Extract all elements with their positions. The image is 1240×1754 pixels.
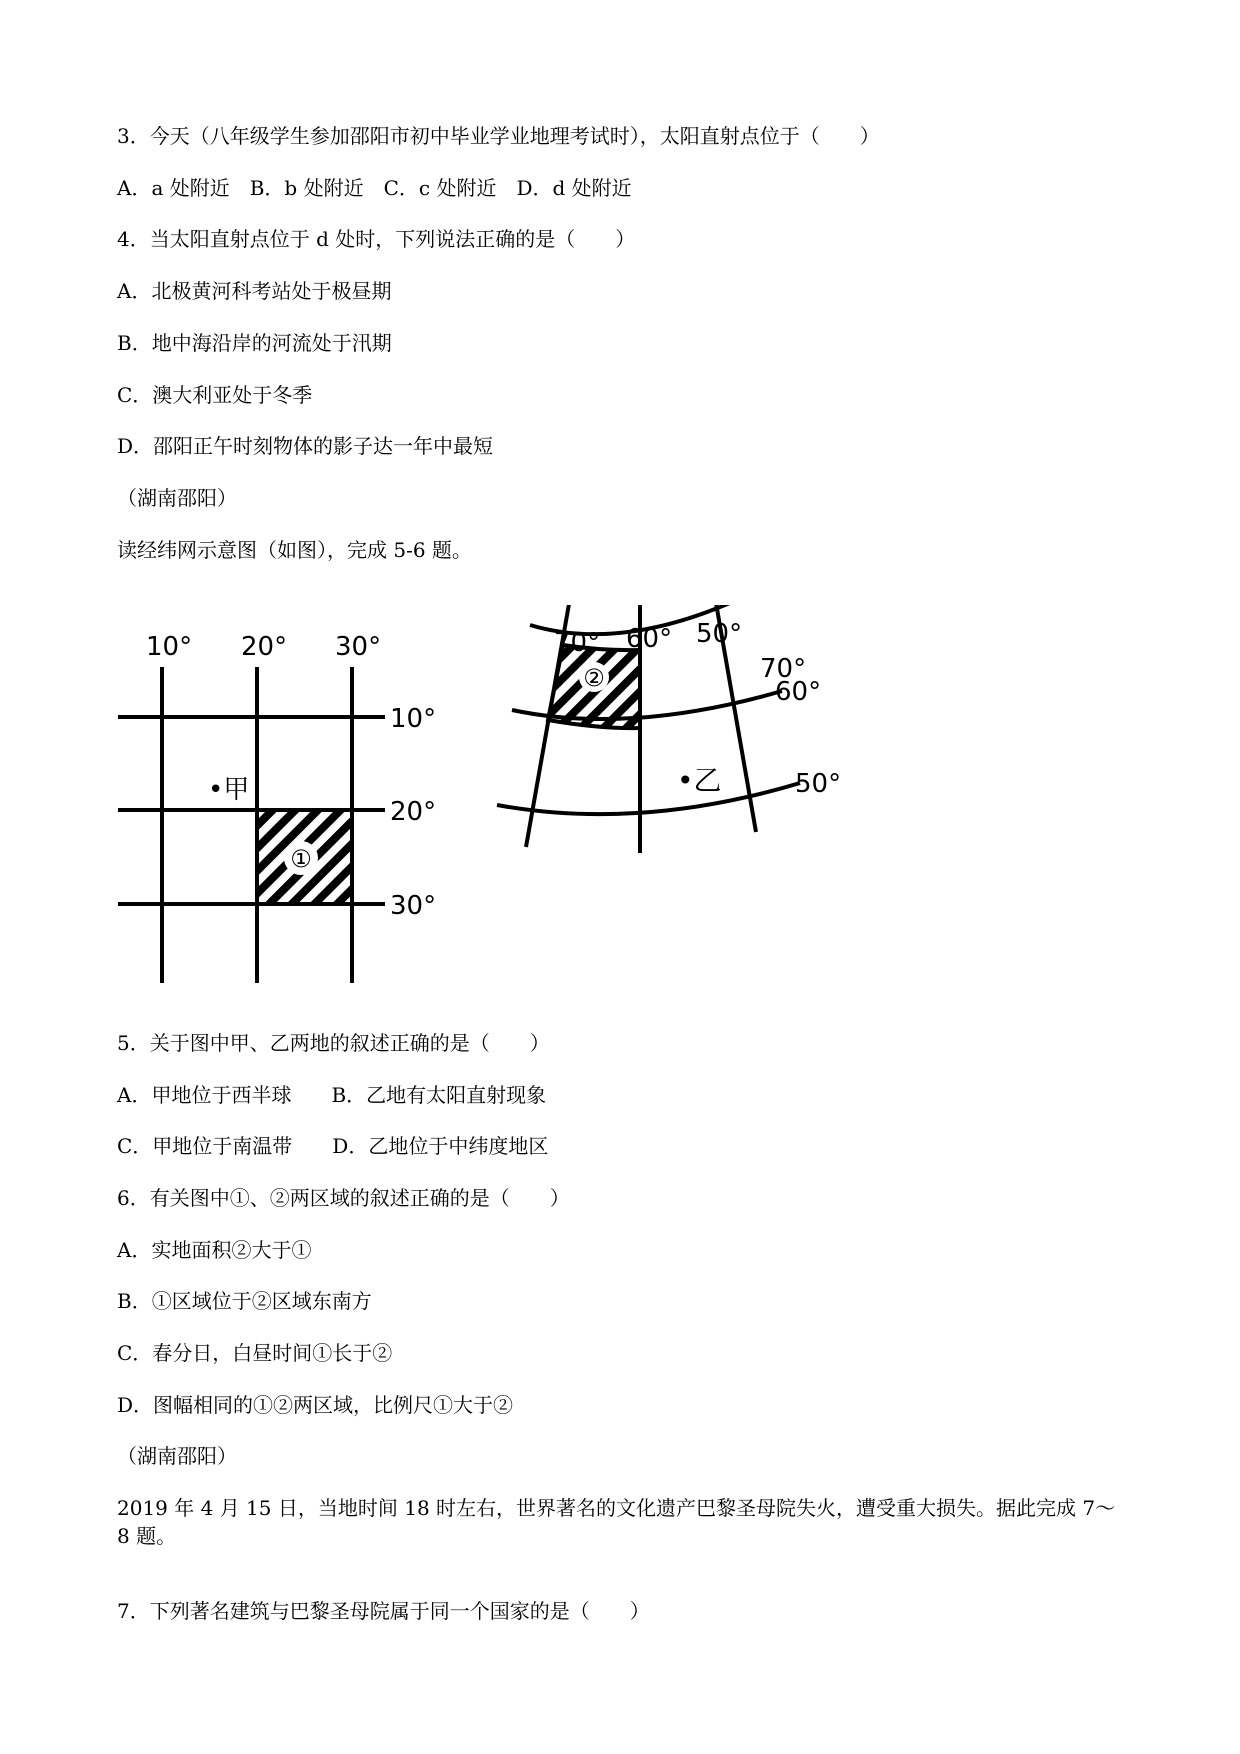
q5-options-row2: C．甲地位于南温带 D．乙地位于中纬度地区 [117, 1134, 549, 1158]
right-right-label-1: 70° [760, 654, 807, 684]
left-right-label-2: 20° [390, 797, 437, 827]
left-top-label-1: 10° [146, 632, 193, 662]
right-top-label-2: 60° [626, 624, 673, 654]
q4-option-d: D．邵阳正午时刻物体的影子达一年中最短 [117, 434, 494, 458]
q6-option-a: A．实地面积②大于① [117, 1238, 312, 1262]
q3-stem: 3．今天（八年级学生参加邵阳市初中毕业学业地理考试时），太阳直射点位于（ ） [117, 124, 880, 148]
q5-stem: 5．关于图中甲、乙两地的叙述正确的是（ ） [117, 1031, 550, 1055]
point-yi-label: •乙 [677, 764, 722, 797]
q4-stem: 4．当太阳直射点位于 d 处时，下列说法正确的是（ ） [117, 227, 636, 251]
q3-options: A．a 处附近 B．b 处附近 C．c 处附近 D．d 处附近 [117, 176, 632, 200]
left-right-label-1: 10° [390, 704, 437, 734]
q5-options-row1: A．甲地位于西半球 B．乙地有太阳直射现象 [117, 1083, 547, 1107]
q6-option-c: C．春分日，白昼时间①长于② [117, 1341, 393, 1365]
q4-option-b: B．地中海沿岸的河流处于汛期 [117, 331, 392, 355]
intro-7-8: 2019 年 4 月 15 日，当地时间 18 时左右，世界著名的文化遗产巴黎圣母院失火，遭受重大损失。据此完成 7～8 题。 [117, 1496, 1116, 1548]
q4-option-c: C．澳大利亚处于冬季 [117, 383, 313, 407]
right-grid [497, 605, 841, 853]
q6-option-b: B．①区域位于②区域东南方 [117, 1289, 372, 1313]
left-right-label-3: 30° [390, 891, 437, 921]
source-label-1: （湖南邵阳） [117, 486, 237, 510]
left-top-label-2: 20° [241, 632, 288, 662]
q4-option-a: A．北极黄河科考站处于极昼期 [117, 279, 392, 303]
right-top-label-1: 70° [554, 628, 601, 658]
right-right-label-2: 60° [775, 677, 822, 707]
point-jia-label: •甲 [208, 775, 250, 805]
q6-option-d: D．图幅相同的①②两区域，比例尺①大于② [117, 1393, 514, 1417]
left-top-label-3: 30° [335, 632, 382, 662]
q7-stem: 7．下列著名建筑与巴黎圣母院属于同一个国家的是（ ） [117, 1599, 650, 1623]
q6-stem: 6．有关图中①、②两区域的叙述正确的是（ ） [117, 1186, 570, 1210]
left-grid [118, 632, 436, 983]
intro-5-6: 读经纬网示意图（如图），完成 5-6 题。 [117, 538, 472, 562]
right-right-label-3: 50° [795, 769, 842, 799]
parallel-50 [497, 783, 800, 814]
graticule-figure [110, 605, 970, 1000]
region-2-label: ② [583, 664, 605, 692]
region-1-label: ① [290, 845, 312, 873]
source-label-2: （湖南邵阳） [117, 1444, 237, 1468]
right-top-label-3: 50° [696, 619, 743, 649]
